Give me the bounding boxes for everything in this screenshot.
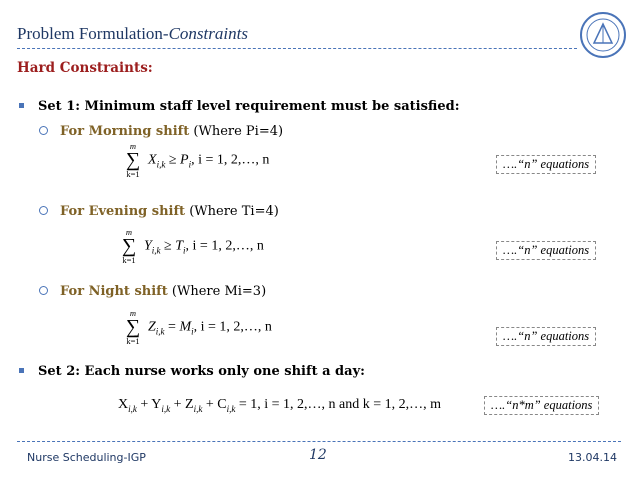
- ring-bullet-icon: [39, 126, 48, 135]
- night-equation: m ∑ k=1 $Z_{i,k} = M_i$, i = 1, 2,…, n: [125, 308, 272, 346]
- ring-bullet-icon: [39, 286, 48, 295]
- evening-equation: m ∑ k=1 $Y_{i,k} \ge T_i$, i = 1, 2,…, n: [121, 227, 264, 265]
- bullet-icon: [19, 368, 24, 373]
- sigma-sum: m ∑ k=1: [125, 141, 141, 179]
- evening-item: [39, 204, 279, 219]
- title-divider: [17, 48, 577, 49]
- evening-note: (Where Ti=4): [185, 204, 279, 219]
- set2-equation: $X_{i,k} + Y_{i,k} + Z_{i,k} + C_{i,k} = 1$, i = 1, 2,…, n and k = 1, 2,…, m: [118, 397, 441, 414]
- bullet-icon: [19, 103, 24, 108]
- morning-equation: m ∑ k=1 $X_{i,k} \ge P_i$, i = 1, 2,…, n: [125, 141, 270, 179]
- sigma-sum: m ∑ k=1: [121, 227, 137, 265]
- slide-title: [17, 24, 248, 44]
- set1-bullet: [19, 99, 460, 114]
- set2-text: Set 2: Each nurse works only one shift a day:: [38, 364, 365, 379]
- morning-count-box: ….“n” equations: [496, 155, 596, 174]
- hard-constraints-heading: Hard Constraints:: [17, 60, 153, 76]
- evening-count-box: ….“n” equations: [496, 241, 596, 260]
- set2-count-box: ….“n*m” equations: [484, 396, 599, 415]
- footer-date: 13.04.14: [568, 451, 617, 464]
- footer-divider: [17, 441, 621, 442]
- set1-text: Set 1: Minimum staff level requirement must be satisfied:: [38, 99, 460, 114]
- night-label: For Night shift: [60, 284, 168, 299]
- morning-label: For Morning shift: [60, 124, 190, 139]
- evening-label: For Evening shift: [60, 204, 186, 219]
- night-note: (Where Mi=3): [167, 284, 267, 299]
- morning-item: [39, 124, 283, 139]
- footer-title: Nurse Scheduling-IGP: [27, 451, 146, 464]
- morning-note: (Where Pi=4): [189, 124, 284, 139]
- title-main: Problem Formulation-: [17, 24, 169, 43]
- night-item: [39, 284, 266, 299]
- page-number: 12: [309, 447, 327, 463]
- sigma-sum: m ∑ k=1: [125, 308, 141, 346]
- title-emphasis: Constraints: [168, 24, 248, 43]
- set2-bullet: [19, 364, 365, 379]
- ring-bullet-icon: [39, 206, 48, 215]
- university-seal-icon: [578, 10, 628, 60]
- night-count-box: ….“n” equations: [496, 327, 596, 346]
